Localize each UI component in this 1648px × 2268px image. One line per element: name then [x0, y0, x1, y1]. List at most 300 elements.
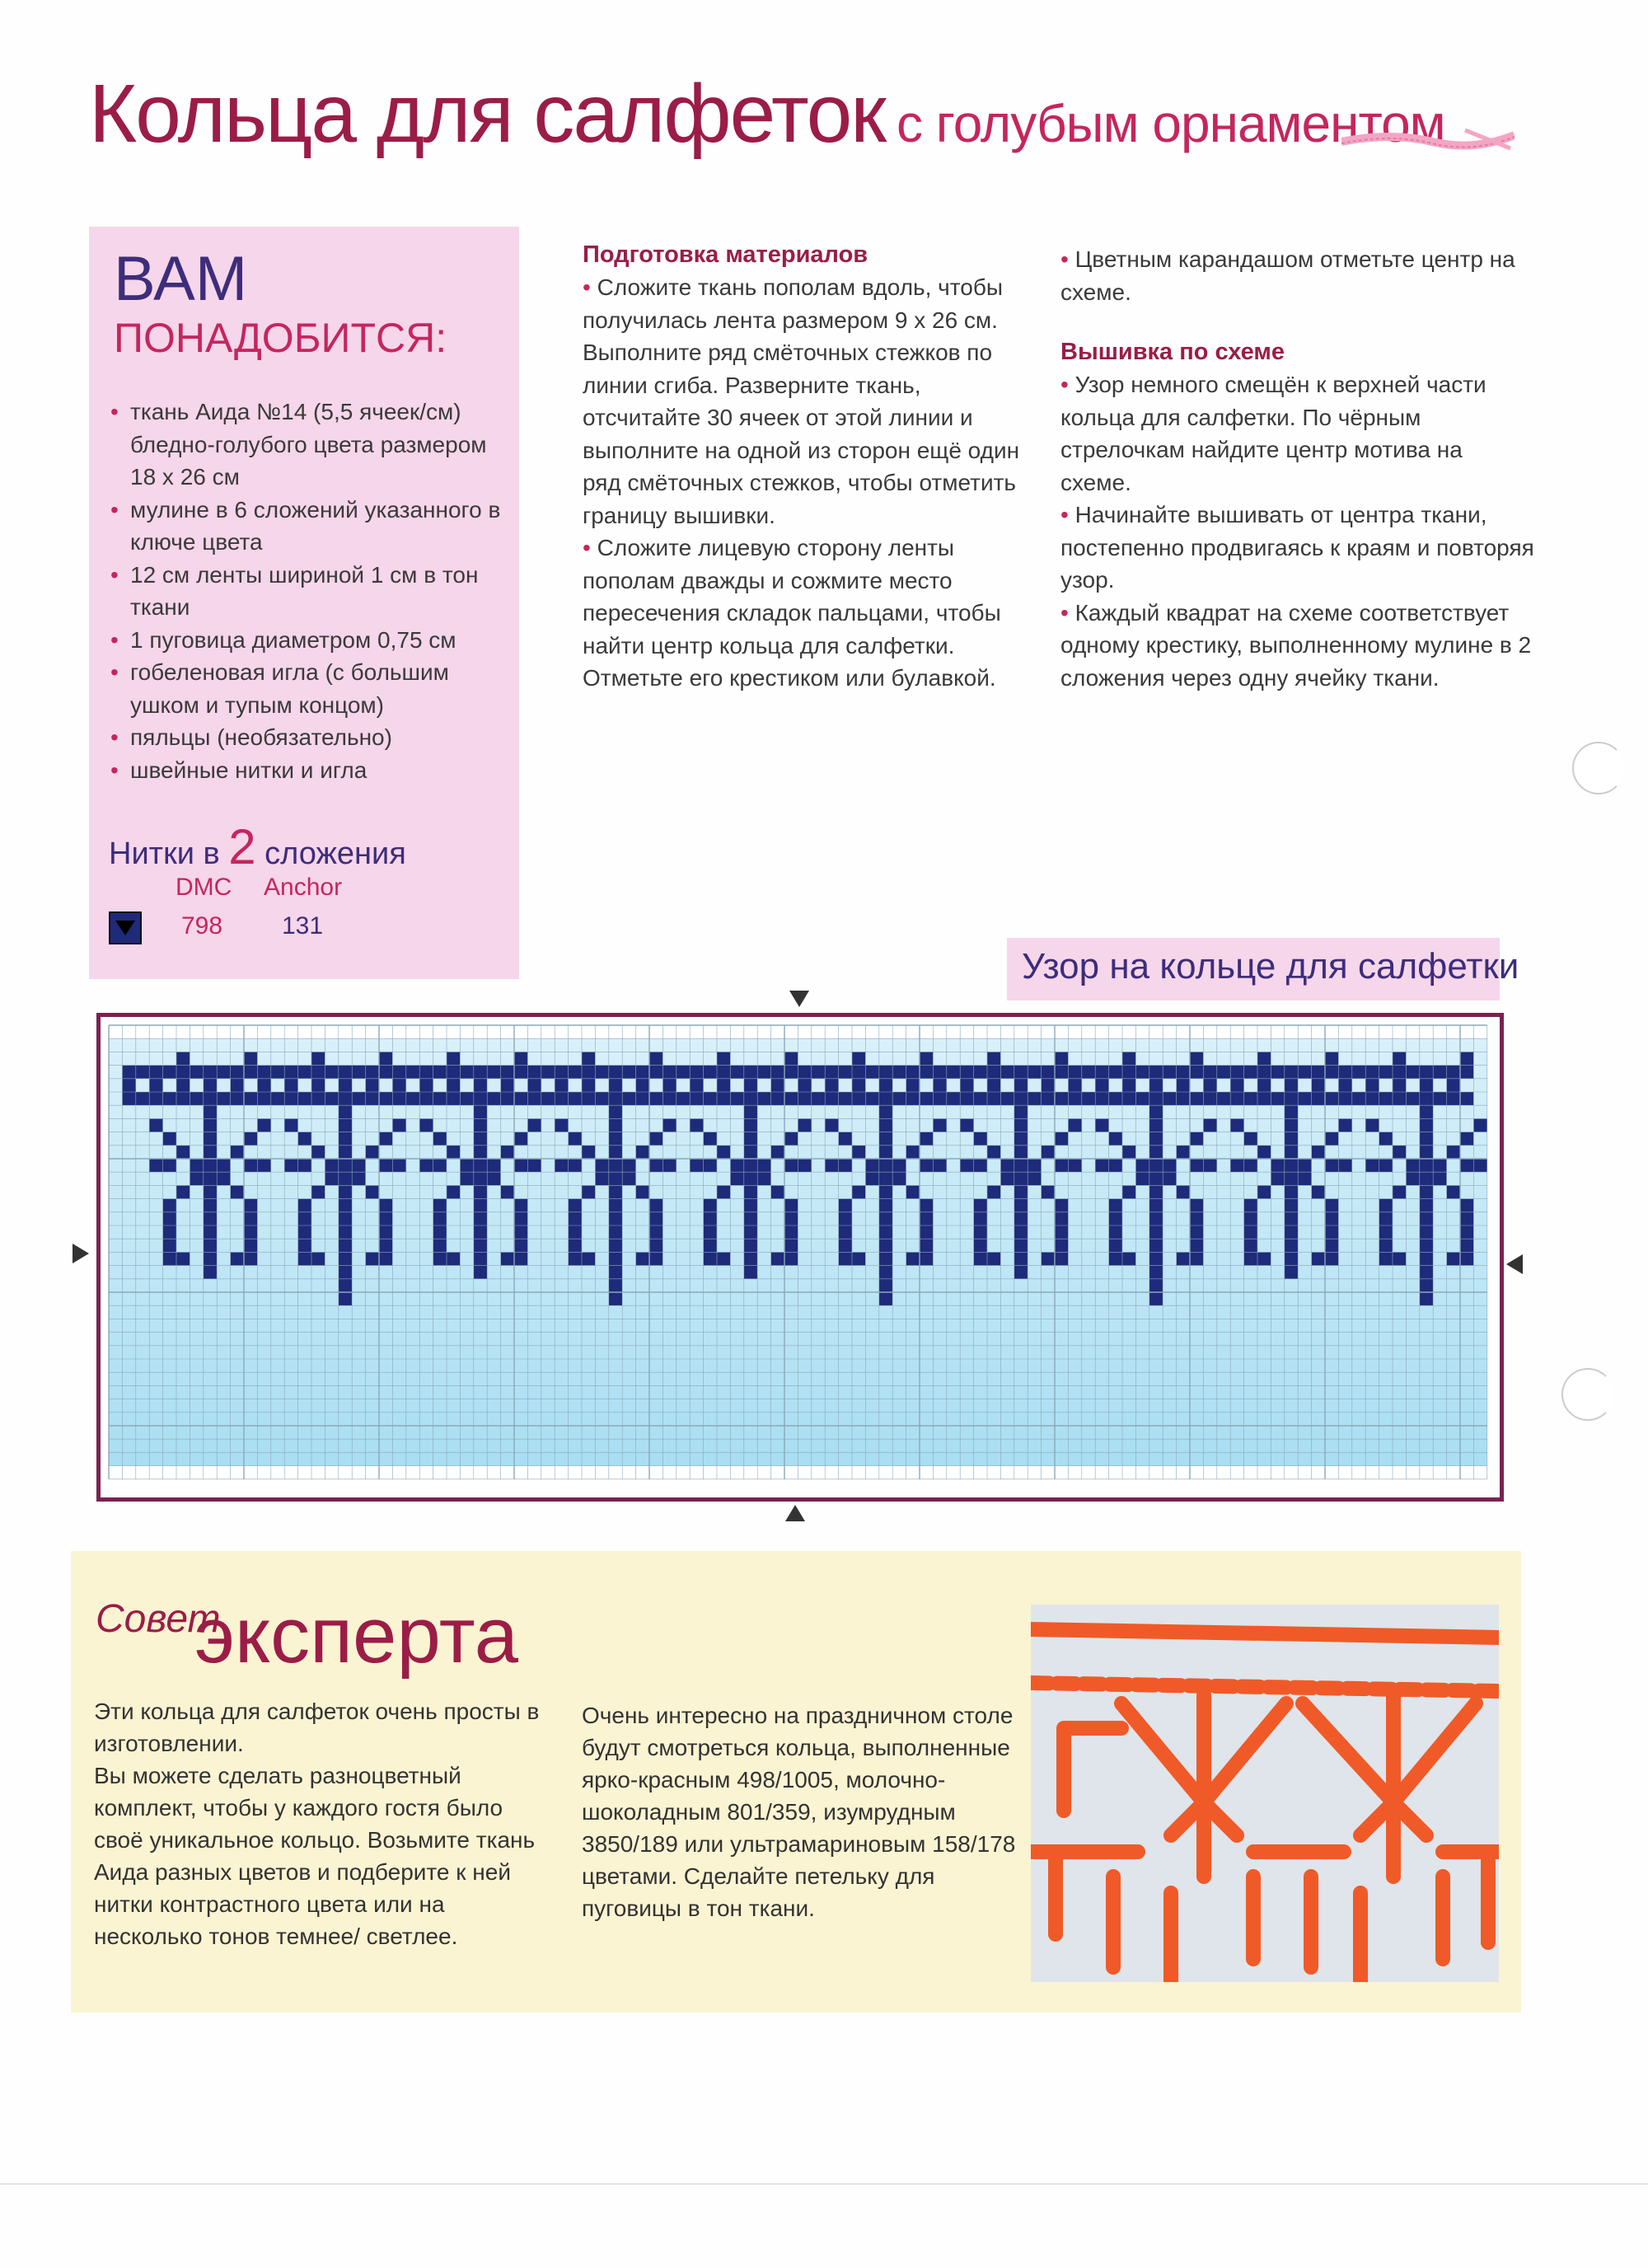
- stitch-cell: [865, 1172, 878, 1185]
- stitch-cell: [1420, 1199, 1433, 1212]
- center-note-text: • Цветным карандашом отметьте центр на схеме.: [1060, 243, 1538, 308]
- stitch-cell: [798, 1118, 811, 1132]
- stitch-cell: [1257, 1252, 1271, 1265]
- stitch-cell: [1055, 1159, 1068, 1172]
- stitch-cell: [1055, 1066, 1068, 1079]
- stitch-cell: [284, 1066, 297, 1079]
- stitch-cell: [865, 1066, 878, 1079]
- stitch-cell: [582, 1146, 595, 1159]
- stitch-cell: [1420, 1132, 1433, 1146]
- stitch-cell: [1244, 1066, 1257, 1079]
- stitch-cell: [1068, 1079, 1081, 1092]
- stitch-cell: [879, 1105, 892, 1118]
- stitch-cell: [339, 1172, 352, 1185]
- list-item: • мулине в 6 сложений указанного в ключе цвета: [107, 494, 511, 559]
- stitch-cell: [163, 1066, 176, 1079]
- stitch-cell: [1149, 1292, 1163, 1305]
- stitch-cell: [649, 1212, 662, 1225]
- stitch-cell: [690, 1092, 703, 1105]
- stitch-cell: [757, 1092, 770, 1105]
- stitch-cell: [1055, 1199, 1068, 1212]
- stitch-cell: [920, 1066, 933, 1079]
- stitch-cell: [1325, 1066, 1338, 1079]
- stitch-cell: [339, 1225, 352, 1239]
- stitch-cell: [1447, 1252, 1460, 1265]
- stitch-cell: [433, 1159, 447, 1172]
- stitch-cell: [744, 1092, 757, 1105]
- stitch-cell: [1055, 1239, 1068, 1252]
- stitch-cell: [366, 1185, 379, 1198]
- stitch-cell: [1163, 1172, 1176, 1185]
- list-item: • 12 см ленты шириной 1 см в тон ткани: [107, 559, 511, 624]
- stitch-cell: [1285, 1092, 1298, 1105]
- stitch-cell: [784, 1199, 798, 1212]
- stitch-cell: [1055, 1225, 1068, 1239]
- stitch-cell: [1244, 1252, 1257, 1265]
- stitch-cell: [231, 1079, 244, 1092]
- stitch-cell: [744, 1079, 757, 1092]
- stitch-cell: [231, 1092, 244, 1105]
- stitch-cell: [339, 1292, 352, 1305]
- stitch-cell: [555, 1118, 568, 1132]
- stitch-cell: [1285, 1146, 1298, 1159]
- stitch-cell: [636, 1092, 649, 1105]
- stitch-cell: [933, 1118, 946, 1132]
- stitch-cell: [514, 1132, 527, 1146]
- stitch-cell: [217, 1159, 230, 1172]
- stitch-cell: [501, 1185, 514, 1198]
- stitch-cell: [839, 1252, 852, 1265]
- stitch-cell: [1109, 1066, 1122, 1079]
- stitch-cell: [690, 1159, 703, 1172]
- stitch-cell: [662, 1118, 676, 1132]
- stitch-cell: [987, 1066, 1000, 1079]
- stitch-cell: [366, 1092, 379, 1105]
- stitch-cell: [1014, 1118, 1028, 1132]
- stitch-cell: [1122, 1252, 1135, 1265]
- stitch-cell: [1177, 1146, 1190, 1159]
- stitch-cell: [487, 1159, 500, 1172]
- stitch-cell: [744, 1225, 757, 1239]
- stitch-cell: [1420, 1079, 1433, 1092]
- stitch-cell: [933, 1092, 946, 1105]
- stitch-cell: [1203, 1066, 1216, 1079]
- stitch-cell: [204, 1079, 217, 1092]
- stitch-cell: [704, 1252, 717, 1265]
- stitch-cell: [271, 1092, 284, 1105]
- stitch-cell: [798, 1159, 811, 1172]
- stitch-cell: [1473, 1159, 1486, 1172]
- stitch-cell: [622, 1092, 635, 1105]
- stitch-cell: [1285, 1172, 1298, 1185]
- stitch-cell: [1177, 1185, 1190, 1198]
- embroidery-paragraph: • Начинайте вышивать от центра ткани, постепенно продвигаясь к краям и повторяя узор.: [1060, 499, 1538, 597]
- tip-column-2: [582, 1699, 1027, 1924]
- stitch-cell: [1177, 1066, 1190, 1079]
- stitch-cell: [920, 1239, 933, 1252]
- stitch-cell: [1244, 1239, 1257, 1252]
- stitch-cell: [1149, 1159, 1163, 1172]
- stitch-cell: [419, 1092, 433, 1105]
- tip-paragraph: Очень интересно на праздничном столе будут смотреться кольца, выполненные ярко-красным 498/1005, молочно-шоколадным 801/359, изумрудным 3850/189 или ультрамариновым 158/178 цветами. Сделайте петельку для пуговицы в тон ткани.: [582, 1703, 1016, 1921]
- stitch-cell: [1109, 1252, 1122, 1265]
- chart-label-box: [1007, 938, 1519, 1000]
- stitch-cell: [933, 1159, 946, 1172]
- stitch-cell: [771, 1185, 784, 1198]
- stitch-cell: [474, 1132, 487, 1146]
- stitch-cell: [1325, 1132, 1338, 1146]
- expert-tip-panel: [71, 1551, 1521, 2013]
- anchor-value: 131: [282, 912, 324, 940]
- stitch-cell: [920, 1252, 933, 1265]
- stitch-cell: [906, 1066, 920, 1079]
- stitch-cell: [298, 1252, 311, 1265]
- stitch-cell: [474, 1118, 487, 1132]
- stitch-cell: [744, 1212, 757, 1225]
- stitch-cell: [1055, 1212, 1068, 1225]
- stitch-cell: [744, 1118, 757, 1132]
- stitch-cell: [190, 1066, 203, 1079]
- stitch-cell: [825, 1159, 838, 1172]
- stitch-cell: [744, 1159, 757, 1172]
- stitch-cell: [1447, 1146, 1460, 1159]
- stitch-cell: [1055, 1092, 1068, 1105]
- stitch-cell: [879, 1079, 892, 1092]
- stitch-cell: [325, 1172, 338, 1185]
- stitch-cell: [1325, 1225, 1338, 1239]
- stitch-cell: [825, 1092, 838, 1105]
- stitch-cell: [379, 1066, 392, 1079]
- stitch-cell: [325, 1066, 338, 1079]
- stitch-cell: [677, 1092, 690, 1105]
- stitch-cell: [1312, 1252, 1325, 1265]
- stitch-cell: [474, 1199, 487, 1212]
- bottom-divider: [0, 2183, 1648, 2185]
- stitch-cell: [176, 1052, 190, 1065]
- stitch-cell: [1014, 1199, 1028, 1212]
- stitch-cell: [595, 1066, 608, 1079]
- stitch-cell: [204, 1118, 217, 1132]
- stitch-cell: [1338, 1092, 1351, 1105]
- stitch-cell: [284, 1159, 297, 1172]
- stitch-cell: [122, 1066, 135, 1079]
- stitch-cell: [892, 1159, 906, 1172]
- stitch-cell: [784, 1066, 798, 1079]
- stitch-cell: [1068, 1118, 1081, 1132]
- stitch-cell: [1190, 1092, 1203, 1105]
- stitch-cell: [1149, 1266, 1163, 1279]
- stitch-cell: [1460, 1239, 1473, 1252]
- stitch-cell: [1433, 1159, 1446, 1172]
- dmc-value: 798: [181, 912, 223, 940]
- stitch-cell: [325, 1092, 338, 1105]
- threads-title-after: сложения: [265, 836, 406, 871]
- chart-label: Узор на кольце для салфетки: [1022, 946, 1519, 986]
- stitch-cell: [163, 1252, 176, 1265]
- stitch-cell: [987, 1052, 1000, 1065]
- stitch-cell: [974, 1212, 987, 1225]
- stitch-cell: [474, 1225, 487, 1239]
- stitch-cell: [784, 1239, 798, 1252]
- stitch-cell: [920, 1052, 933, 1065]
- stitch-cell: [1312, 1146, 1325, 1159]
- stitch-cell: [1000, 1066, 1014, 1079]
- stitch-cell: [541, 1066, 555, 1079]
- stitch-cell: [1244, 1092, 1257, 1105]
- stitch-cell: [1014, 1092, 1028, 1105]
- stitch-cell: [798, 1079, 811, 1092]
- stitch-cell: [569, 1159, 582, 1172]
- stitch-cell: [392, 1066, 405, 1079]
- stitch-cell: [392, 1092, 405, 1105]
- stitch-cell: [1014, 1132, 1028, 1146]
- stitch-cell: [920, 1225, 933, 1239]
- stitch-cell: [163, 1239, 176, 1252]
- stitch-cell: [704, 1199, 717, 1212]
- stitch-cell: [1190, 1239, 1203, 1252]
- stitch-cell: [879, 1225, 892, 1239]
- stitch-cell: [1338, 1066, 1351, 1079]
- stitch-cell: [460, 1066, 473, 1079]
- stitch-cell: [784, 1052, 798, 1065]
- stitch-cell: [392, 1159, 405, 1172]
- stitch-cell: [1149, 1172, 1163, 1185]
- stitch-cell: [609, 1146, 622, 1159]
- stitch-cell: [879, 1132, 892, 1146]
- stitch-cell: [622, 1172, 635, 1185]
- stitch-cell: [879, 1292, 892, 1305]
- stitch-cell: [339, 1252, 352, 1265]
- stitch-cell: [514, 1199, 527, 1212]
- stitch-cell: [609, 1079, 622, 1092]
- stitch-cell: [1203, 1079, 1216, 1092]
- stitch-cell: [352, 1066, 365, 1079]
- stitch-cell: [879, 1146, 892, 1159]
- stitch-cell: [122, 1079, 135, 1092]
- stitch-cell: [366, 1252, 379, 1265]
- stitch-cell: [974, 1159, 987, 1172]
- stitch-cell: [406, 1066, 419, 1079]
- stitch-cell: [1190, 1252, 1203, 1265]
- stitch-cell: [1271, 1159, 1284, 1172]
- stitch-cell: [352, 1092, 365, 1105]
- stitch-cell: [717, 1146, 730, 1159]
- stitch-cell: [812, 1066, 825, 1079]
- stitch-cell: [163, 1132, 176, 1146]
- stitch-cell: [974, 1132, 987, 1146]
- stitch-cell: [569, 1212, 582, 1225]
- stitch-cell: [677, 1066, 690, 1079]
- stitch-cell: [1460, 1212, 1473, 1225]
- stitch-cell: [569, 1132, 582, 1146]
- stitch-cell: [204, 1225, 217, 1239]
- stitch-cell: [744, 1132, 757, 1146]
- stitch-cell: [163, 1225, 176, 1239]
- stitch-cell: [1000, 1159, 1014, 1172]
- stitch-cell: [1420, 1146, 1433, 1159]
- stitch-cell: [1379, 1092, 1393, 1105]
- stitch-cell: [636, 1146, 649, 1159]
- stitch-cell: [1406, 1092, 1419, 1105]
- stitch-cell: [1177, 1079, 1190, 1092]
- stitch-cell: [1230, 1066, 1243, 1079]
- stitch-cell: [217, 1172, 230, 1185]
- stitch-cell: [1122, 1146, 1135, 1159]
- stitch-cell: [474, 1266, 487, 1279]
- stitch-cell: [244, 1212, 257, 1225]
- stitch-cell: [527, 1159, 541, 1172]
- stitch-cell: [392, 1079, 405, 1092]
- dmc-label: DMC: [176, 874, 232, 901]
- stitch-cell: [662, 1066, 676, 1079]
- stitch-cell: [339, 1132, 352, 1146]
- stitch-cell: [1379, 1252, 1393, 1265]
- stitch-cell: [1042, 1092, 1055, 1105]
- stitch-cell: [852, 1066, 865, 1079]
- stitch-cell: [190, 1092, 203, 1105]
- stitch-cell: [1149, 1092, 1163, 1105]
- stitch-cell: [1420, 1172, 1433, 1185]
- stitch-cell: [284, 1092, 297, 1105]
- center-note: [1060, 243, 1538, 308]
- stitch-cell: [298, 1066, 311, 1079]
- stitch-cell: [609, 1066, 622, 1079]
- stitch-cell: [1122, 1066, 1135, 1079]
- stitch-cell: [163, 1199, 176, 1212]
- stitch-cell: [744, 1266, 757, 1279]
- stitch-cell: [447, 1066, 460, 1079]
- stitch-cell: [149, 1159, 162, 1172]
- stitch-cell: [1379, 1199, 1393, 1212]
- stitch-cell: [987, 1079, 1000, 1092]
- stitch-cell: [730, 1159, 743, 1172]
- stitch-cell: [609, 1092, 622, 1105]
- stitch-cell: [1109, 1225, 1122, 1239]
- stitch-cell: [352, 1172, 365, 1185]
- stitch-cell: [879, 1239, 892, 1252]
- stitch-cell: [1420, 1185, 1433, 1198]
- stitch-cell: [433, 1239, 447, 1252]
- stitch-cell: [1190, 1052, 1203, 1065]
- list-item: • 1 пуговица диаметром 0,75 см: [107, 624, 511, 657]
- stitch-cell: [1000, 1092, 1014, 1105]
- stitch-cell: [744, 1105, 757, 1118]
- stitch-cell: [352, 1159, 365, 1172]
- stitch-cell: [339, 1266, 352, 1279]
- stitch-cell: [1285, 1079, 1298, 1092]
- tip-column-1: [94, 1695, 555, 1952]
- stitch-cell: [433, 1066, 447, 1079]
- stitch-cell: [257, 1159, 270, 1172]
- stitch-cell: [690, 1118, 703, 1132]
- stitch-cell: [879, 1092, 892, 1105]
- stitch-cell: [474, 1105, 487, 1118]
- stitch-cell: [487, 1066, 500, 1079]
- stitch-cell: [852, 1252, 865, 1265]
- chart-grid: [101, 1017, 1500, 1497]
- stitch-cell: [555, 1066, 568, 1079]
- stitch-cell: [649, 1092, 662, 1105]
- stitch-cell: [690, 1066, 703, 1079]
- stitch-cell: [1014, 1266, 1028, 1279]
- stitch-cell: [974, 1199, 987, 1212]
- stitch-cell: [298, 1199, 311, 1212]
- stitch-cell: [879, 1252, 892, 1265]
- stitch-cell: [771, 1066, 784, 1079]
- stitch-cell: [231, 1252, 244, 1265]
- stitch-cell: [1203, 1118, 1216, 1132]
- stitch-cell: [1068, 1066, 1081, 1079]
- cross-stitch-chart: [96, 1013, 1504, 1502]
- stitch-cell: [636, 1185, 649, 1198]
- stitch-cell: [1190, 1199, 1203, 1212]
- stitch-cell: [1393, 1146, 1406, 1159]
- stitch-cell: [704, 1159, 717, 1172]
- stitch-cell: [582, 1066, 595, 1079]
- stitch-cell: [406, 1092, 419, 1105]
- stitch-cell: [1068, 1159, 1081, 1172]
- stitch-cell: [1244, 1132, 1257, 1146]
- stitch-cell: [1285, 1118, 1298, 1132]
- stitch-cell: [744, 1199, 757, 1212]
- stitch-cell: [501, 1252, 514, 1265]
- stitch-cell: [704, 1212, 717, 1225]
- stitch-cell: [1230, 1092, 1243, 1105]
- stitch-cell: [609, 1132, 622, 1146]
- stitch-cell: [1420, 1292, 1433, 1305]
- stitch-cell: [419, 1066, 433, 1079]
- stitch-cell: [244, 1252, 257, 1265]
- stitch-cell: [649, 1159, 662, 1172]
- stitch-cell: [474, 1252, 487, 1265]
- stitch-cell: [1042, 1066, 1055, 1079]
- stitch-cell: [122, 1092, 135, 1105]
- stitch-cell: [609, 1225, 622, 1239]
- stitch-cell: [744, 1146, 757, 1159]
- stitch-cell: [527, 1066, 541, 1079]
- stitch-cell: [892, 1092, 906, 1105]
- stitch-cell: [771, 1079, 784, 1092]
- stitch-cell: [1420, 1066, 1433, 1079]
- stitch-cell: [1190, 1212, 1203, 1225]
- stitch-cell: [1135, 1172, 1149, 1185]
- stitch-cell: [1473, 1118, 1486, 1132]
- stitch-cell: [879, 1185, 892, 1198]
- stitch-cell: [717, 1092, 730, 1105]
- stitch-cell: [527, 1118, 541, 1132]
- stitch-cell: [609, 1292, 622, 1305]
- stitch-cell: [1447, 1092, 1460, 1105]
- stitch-cell: [569, 1199, 582, 1212]
- binder-hole: [1561, 1368, 1614, 1421]
- stitch-cell: [1177, 1252, 1190, 1265]
- stitch-cell: [1285, 1225, 1298, 1239]
- stitch-cell: [1365, 1092, 1379, 1105]
- stitch-cell: [419, 1079, 433, 1092]
- stitch-cell: [555, 1092, 568, 1105]
- stitch-cell: [1190, 1066, 1203, 1079]
- stitch-cell: [284, 1079, 297, 1092]
- stitch-cell: [1095, 1159, 1108, 1172]
- stitch-cell: [339, 1239, 352, 1252]
- stitch-cell: [1460, 1132, 1473, 1146]
- stitch-cell: [1406, 1172, 1419, 1185]
- page-title: [89, 68, 1445, 160]
- embroidery-photo: [1031, 1605, 1499, 1982]
- stitch-cell: [1420, 1266, 1433, 1279]
- center-arrow-top-icon: [789, 991, 809, 1007]
- stitch-cell: [569, 1252, 582, 1265]
